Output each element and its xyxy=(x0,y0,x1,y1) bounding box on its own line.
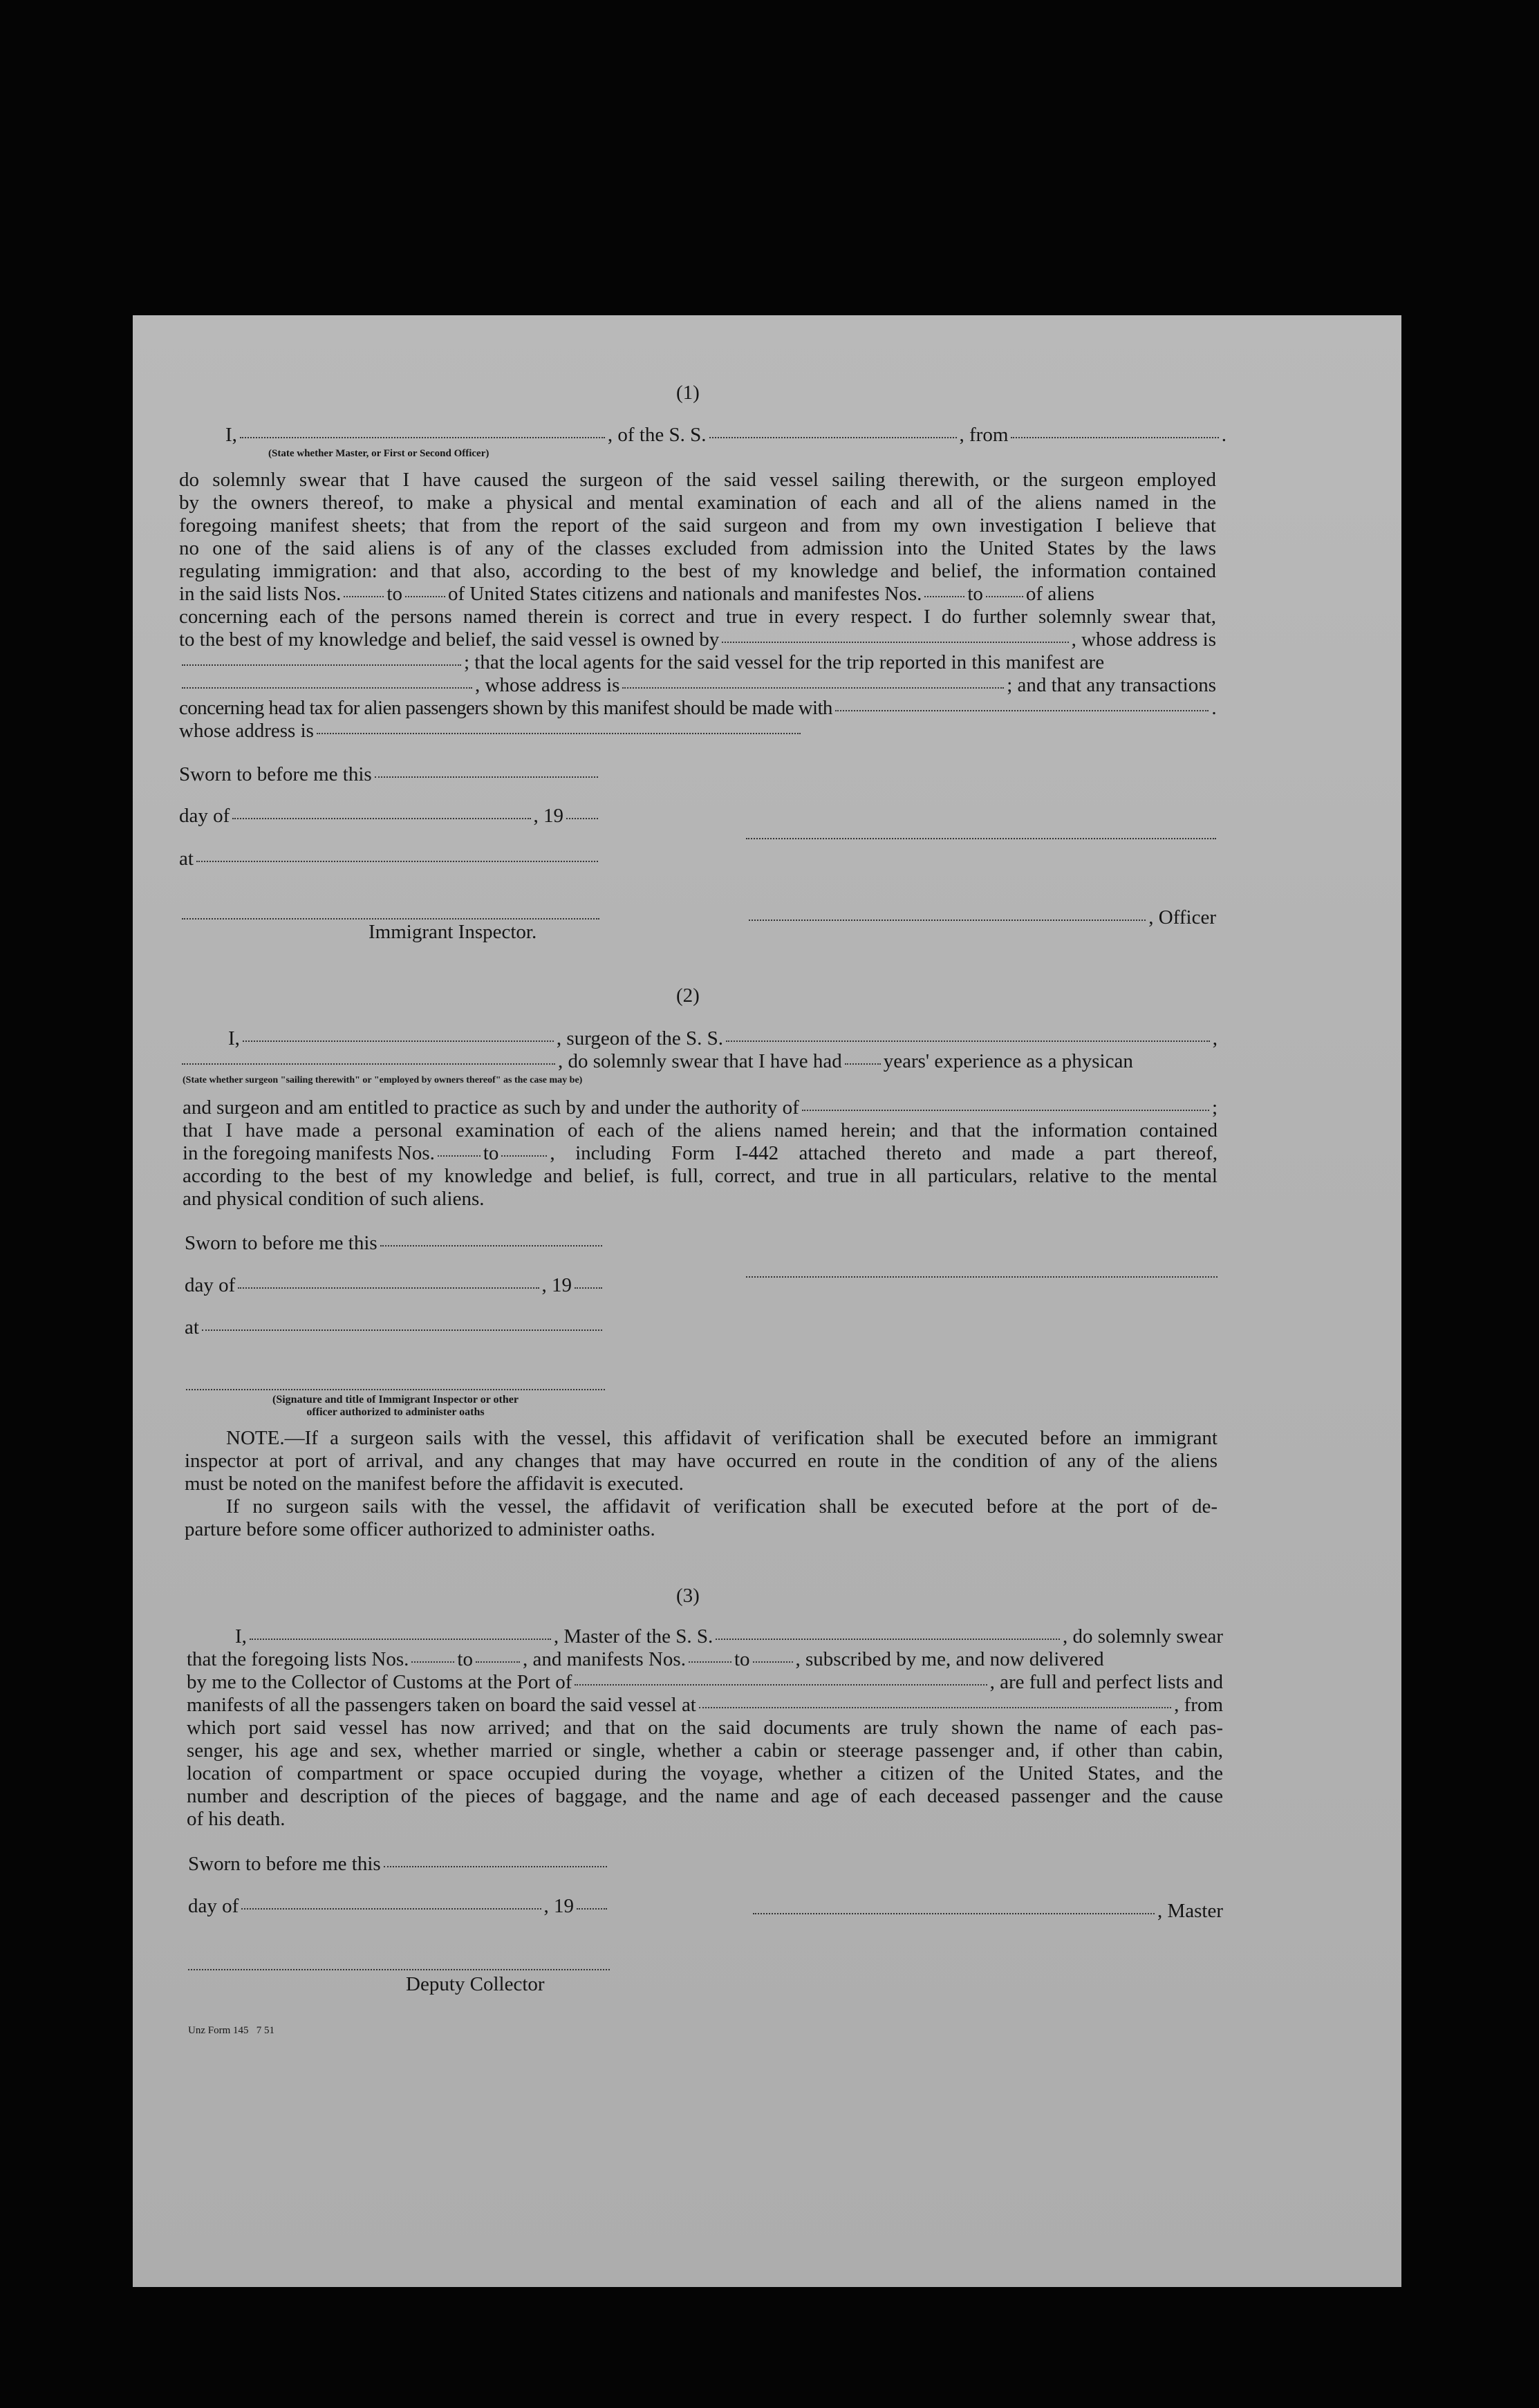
note-block xyxy=(185,1427,1218,1541)
officer-title-caption: (State whether Master, or First or Second Officer) xyxy=(268,448,489,459)
whose-address-label: , whose address is xyxy=(475,674,620,696)
manifests-from-field[interactable] xyxy=(924,596,964,597)
text-line: location of compartment or space occupied during the voyage, whether a citizen of the United States, and the xyxy=(187,1762,1223,1784)
text-line: that I have made a personal examination of each of the aliens named herein; and that the information contained xyxy=(183,1119,1218,1141)
surgeon-capacity-field[interactable] xyxy=(182,1063,555,1065)
text-line: by the owners thereof, to make a physical and mental examination of each and all of the aliens named in the xyxy=(179,492,1216,514)
lists-label: that the foregoing lists Nos. xyxy=(187,1648,409,1670)
manifests-label: , and manifests Nos. xyxy=(522,1648,686,1670)
note-line: must be noted on the manifest before the affidavit is executed. xyxy=(185,1473,684,1495)
to-label: to xyxy=(483,1142,499,1164)
from-port-field[interactable] xyxy=(1011,437,1218,438)
month-field[interactable] xyxy=(232,818,530,819)
signature-caption-line-2: officer authorized to administer oaths xyxy=(306,1406,485,1418)
authority-field[interactable] xyxy=(802,1110,1209,1111)
affidavit-form-page xyxy=(133,315,1401,2287)
authority-label: and surgeon and am entitled to practice as such by and under the authority of xyxy=(183,1096,799,1119)
to-label: to xyxy=(734,1648,750,1670)
text-line: number and description of the pieces of baggage, and the name and age of each deceased passenger and the cause xyxy=(187,1785,1223,1807)
lists-from-field[interactable] xyxy=(411,1661,454,1663)
section-2-line-5 xyxy=(183,1142,1218,1165)
lists-to-field[interactable] xyxy=(476,1661,520,1663)
line-end: , xyxy=(1212,1027,1218,1049)
owned-by-label: to the best of my knowledge and belief, the said vessel is owned by xyxy=(179,628,720,651)
section-1-number: (1) xyxy=(676,382,700,404)
note-line: If no surgeon sails with the vessel, the affidavit of verification shall be executed before at the port of de- xyxy=(226,1495,1218,1518)
section-2-line-3 xyxy=(183,1096,1218,1119)
lists-to-field[interactable] xyxy=(405,596,445,597)
day-of-label: day of xyxy=(185,1274,236,1296)
text-line: which port said vessel has now arrived; and that on the said documents are truly shown the name of each pas- xyxy=(187,1717,1223,1739)
master-name-field[interactable] xyxy=(250,1639,551,1640)
vessel-name-field[interactable] xyxy=(716,1639,1060,1640)
officer-line xyxy=(746,906,1216,929)
port-field[interactable] xyxy=(575,1684,987,1686)
sworn-label: Sworn to before me this xyxy=(188,1853,381,1875)
officer-signature-field[interactable] xyxy=(749,920,1146,921)
oath-pronoun: I, xyxy=(225,424,237,446)
day-of-line xyxy=(185,1274,605,1297)
whose-address-label: whose address is xyxy=(179,720,314,742)
line-end: . xyxy=(1221,424,1226,446)
agents-address-line xyxy=(179,674,1216,697)
years-label: years' experience as a physican xyxy=(883,1050,1133,1072)
agents-name-field[interactable] xyxy=(182,687,472,689)
at-label: at xyxy=(179,848,194,870)
text-line: senger, his age and sex, whether married or single, whether a cabin or steerage passenger and, if other than cabin, xyxy=(187,1739,1223,1762)
signature-caption-line-1: (Signature and title of Immigrant Inspector or other xyxy=(272,1394,519,1406)
head-tax-contact-field[interactable] xyxy=(835,710,1209,711)
master-line xyxy=(750,1900,1223,1923)
manifests-to-field[interactable] xyxy=(753,1661,793,1663)
port-label: by me to the Collector of Customs at the Port of xyxy=(187,1671,572,1693)
day-of-line xyxy=(179,805,601,828)
sworn-line xyxy=(188,1853,610,1876)
year-field[interactable] xyxy=(566,818,598,819)
sworn-line xyxy=(185,1232,605,1255)
head-tax-label: concerning head tax for alien passengers shown by this manifest should be made with xyxy=(179,697,832,719)
vessel-name-field[interactable] xyxy=(726,1040,1210,1042)
transactions-label: ; and that any transactions xyxy=(1007,674,1216,696)
vessel-name-field[interactable] xyxy=(709,437,957,438)
section-2-line-6 xyxy=(183,1165,1218,1211)
section-3-line-2 xyxy=(187,1648,1223,1671)
section-2-number: (2) xyxy=(676,984,700,1007)
section-1-line-1 xyxy=(225,424,1226,447)
boarding-port-field[interactable] xyxy=(699,1707,1171,1708)
inspector-signature-line[interactable] xyxy=(182,918,599,920)
year-field[interactable] xyxy=(577,1908,607,1910)
section-2-line-2 xyxy=(179,1050,1218,1073)
month-field[interactable] xyxy=(238,1287,539,1289)
lists-label: in the said lists Nos. xyxy=(179,583,342,605)
form-label: , including Form I-442 attached thereto and made a part thereof, xyxy=(550,1142,1218,1164)
lists-line xyxy=(179,583,1216,606)
section-2-line-1 xyxy=(228,1027,1218,1050)
sworn-label: Sworn to before me this xyxy=(185,1232,377,1254)
manifests-to-field[interactable] xyxy=(986,596,1023,597)
year-label: , 19 xyxy=(541,1274,572,1296)
section-3-line-3 xyxy=(187,1671,1223,1694)
to-label: to xyxy=(386,583,402,605)
surgeon-capacity-caption: (State whether surgeon "sailing therewith" or "employed by owners thereof" as the case may be) xyxy=(183,1075,583,1085)
sworn-day-field[interactable] xyxy=(375,776,598,778)
to-label: to xyxy=(457,1648,473,1670)
year-label: , 19 xyxy=(543,1895,574,1917)
line-end: ; xyxy=(1211,1096,1218,1119)
aliens-label: of aliens xyxy=(1025,583,1094,605)
year-label: , 19 xyxy=(533,805,563,827)
agents-address-field[interactable] xyxy=(622,687,1004,689)
manifests-label: of United States citizens and nationals and manifestes Nos. xyxy=(447,583,922,605)
inspector-signature-line[interactable] xyxy=(186,1389,605,1390)
section-1-paragraph xyxy=(179,469,1216,583)
surgeon-name-field[interactable] xyxy=(243,1040,554,1042)
sworn-day-field[interactable] xyxy=(384,1866,607,1867)
text-line: regulating immigration: and that also, according to the best of my knowledge and belief, the information contained xyxy=(179,560,1216,582)
years-field[interactable] xyxy=(845,1063,881,1065)
manifests-to-field[interactable] xyxy=(501,1155,547,1157)
month-field[interactable] xyxy=(241,1908,541,1910)
day-of-line xyxy=(188,1895,610,1918)
text-line: according to the best of my knowledge and belief, is full, correct, and true in all particulars, relative to the mental xyxy=(183,1165,1218,1187)
text-line: foregoing manifest sheets; that from the report of the said surgeon and from my own investigation I believe that xyxy=(179,514,1216,536)
officer-signature-line-top[interactable] xyxy=(746,838,1216,839)
day-of-label: day of xyxy=(179,805,230,827)
manifests-label: in the foregoing manifests Nos. xyxy=(183,1142,435,1164)
place-field[interactable] xyxy=(202,1329,602,1331)
deputy-collector-title: Deputy Collector xyxy=(406,1973,545,1995)
manifests-from-field[interactable] xyxy=(438,1155,481,1157)
at-line xyxy=(179,848,601,870)
oath-pronoun: I, xyxy=(235,1625,247,1648)
inspector-title: Immigrant Inspector. xyxy=(369,921,537,943)
text-line: do solemnly swear that I have caused the surgeon of the said vessel sailing therewith, or the surgeon employed xyxy=(179,469,1216,491)
note-line: parture before some officer authorized to administer oaths. xyxy=(185,1518,655,1540)
day-of-label: day of xyxy=(188,1895,239,1917)
text-line: and physical condition of such aliens. xyxy=(183,1188,485,1210)
owner-address-field[interactable] xyxy=(182,664,461,666)
oath-pronoun: I, xyxy=(228,1027,240,1049)
lists-from-field[interactable] xyxy=(344,596,384,597)
signature-caption xyxy=(223,1394,568,1419)
taken-on-board-label: manifests of all the passengers taken on board the said vessel at xyxy=(187,1694,696,1716)
agents-label: ; that the local agents for the said vessel for the trip reported in this manifest are xyxy=(464,651,1105,673)
sworn-line xyxy=(179,763,601,786)
section-3-paragraph xyxy=(187,1717,1223,1831)
perfect-lists-label: , are full and perfect lists and xyxy=(989,1671,1223,1693)
place-field[interactable] xyxy=(196,861,598,862)
text-line: of his death. xyxy=(187,1808,286,1830)
concerning-line xyxy=(179,606,1216,628)
officer-label: , Officer xyxy=(1148,906,1216,928)
head-tax-address-line xyxy=(179,720,803,743)
at-line xyxy=(185,1316,605,1339)
manifests-from-field[interactable] xyxy=(689,1661,731,1663)
master-of-label: , Master of the S. S. xyxy=(553,1625,713,1648)
head-tax-address-field[interactable] xyxy=(317,733,801,734)
to-label: to xyxy=(967,583,983,605)
section-3-line-1 xyxy=(235,1625,1223,1648)
master-signature-field[interactable] xyxy=(753,1913,1155,1914)
experience-label: , do solemnly swear that I have had xyxy=(558,1050,842,1072)
deputy-signature-line[interactable] xyxy=(188,1969,610,1970)
form-number: Unz Form 145 7 51 xyxy=(188,2025,274,2036)
owner-name-field[interactable] xyxy=(722,642,1068,643)
sworn-day-field[interactable] xyxy=(380,1245,602,1247)
note-line: NOTE.—If a surgeon sails with the vessel, this affidavit of verification shall be executed before an immigrant xyxy=(226,1427,1218,1449)
line-end: . xyxy=(1211,697,1216,719)
note-line: inspector at port of arrival, and any changes that may have occurred en route in the condition of any of the aliens xyxy=(185,1450,1218,1472)
surgeon-signature-line[interactable] xyxy=(746,1276,1218,1278)
year-field[interactable] xyxy=(575,1287,602,1289)
from-label: , from xyxy=(959,424,1009,446)
text-line: no one of the said aliens is of any of the classes excluded from admission into the United States by the laws xyxy=(179,537,1216,559)
section-2-line-4 xyxy=(183,1119,1218,1142)
from-label: , from xyxy=(1174,1694,1223,1716)
surgeon-of-label: , surgeon of the S. S. xyxy=(556,1027,724,1049)
owned-by-line xyxy=(179,628,1216,651)
officer-name-field[interactable] xyxy=(240,437,605,438)
head-tax-line xyxy=(179,697,1216,720)
at-label: at xyxy=(185,1316,199,1338)
sworn-label: Sworn to before me this xyxy=(179,763,372,785)
agents-line xyxy=(179,651,1216,674)
whose-address-label: , whose address is xyxy=(1071,628,1216,651)
master-label: , Master xyxy=(1157,1900,1223,1922)
text-line: concerning each of the persons named therein is correct and true in every respect. I do further solemnly swear that, xyxy=(179,606,1216,628)
delivered-label: , subscribed by me, and now delivered xyxy=(795,1648,1104,1670)
swear-label: , do solemnly swear xyxy=(1063,1625,1223,1648)
section-3-number: (3) xyxy=(676,1585,700,1607)
of-ss-label: , of the S. S. xyxy=(607,424,707,446)
section-3-line-4 xyxy=(187,1694,1223,1717)
